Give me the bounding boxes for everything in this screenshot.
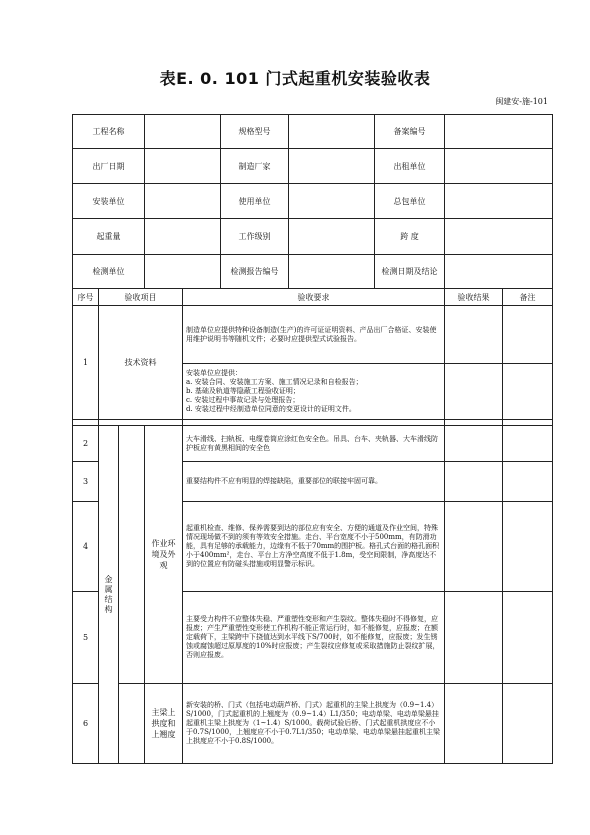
remark-cell[interactable]: [503, 364, 553, 420]
info-value[interactable]: [289, 219, 375, 255]
info-value[interactable]: [289, 149, 375, 184]
row-no: 1: [73, 306, 99, 420]
result-cell[interactable]: [445, 502, 503, 592]
row-requirement: [183, 306, 445, 364]
row-no: 3: [73, 462, 99, 502]
info-label: 出租单位: [375, 149, 445, 184]
row-requirement: 重要结构件不应有明显的焊接缺陷，重要部位的联接牢固可靠。: [183, 462, 445, 502]
info-label: 工作级别: [221, 219, 289, 255]
header-result: 验收结果: [445, 289, 503, 306]
info-label: 制造厂家: [221, 149, 289, 184]
acceptance-table: [72, 114, 553, 764]
requirement-line: a. 安装合同、安装施工方案、施工情况记录和自检报告；: [186, 378, 363, 386]
row-item: 主梁上拱度和上翘度: [145, 684, 183, 764]
remark-cell[interactable]: [503, 306, 553, 364]
info-value[interactable]: [445, 149, 553, 184]
info-value[interactable]: [145, 115, 221, 149]
sub-spacer: [119, 684, 145, 764]
table-row: [73, 306, 553, 364]
result-cell[interactable]: [445, 592, 503, 684]
remark-cell[interactable]: [503, 502, 553, 592]
page-title: 表E. 0. 101 门式起重机安装验收表: [159, 69, 431, 88]
info-value[interactable]: [289, 115, 375, 149]
info-value[interactable]: [145, 255, 221, 289]
info-label: 使用单位: [221, 184, 289, 219]
info-row: [73, 184, 553, 219]
requirement-text: 制造单位应提供特种设备制造(生产)的许可证证明资料、产品出厂合格证、安装使用维护说明书等随机文件；必要时应提供型式试验报告。: [186, 325, 437, 343]
result-cell[interactable]: [445, 684, 503, 764]
info-label: 规格型号: [221, 115, 289, 149]
row-no: 5: [73, 592, 99, 684]
info-label: 检测单位: [73, 255, 145, 289]
form-code: 闽建安-施-101: [495, 97, 548, 106]
header-no: 序号: [73, 289, 99, 306]
info-label: 总包单位: [375, 184, 445, 219]
info-label: 备案编号: [375, 115, 445, 149]
table-row: [73, 426, 553, 462]
table-row: [73, 684, 553, 764]
info-row: [73, 149, 553, 184]
info-row: [73, 255, 553, 289]
requirement-line: 安装单位应提供：: [186, 369, 242, 377]
requirement-line: c. 安装过程中事故记录与处理报告；: [186, 396, 300, 404]
row-no: 6: [73, 684, 99, 764]
row-item: 技术资料: [99, 306, 183, 420]
info-label: 跨 度: [375, 219, 445, 255]
remark-cell[interactable]: [503, 592, 553, 684]
row-no: 4: [73, 502, 99, 592]
result-cell[interactable]: [445, 306, 503, 364]
info-value[interactable]: [145, 184, 221, 219]
row-requirement: 大车滑线、扫轨板、电缆卷筒应涂红色安全色。吊具、台车、夹轨器、大车滑线防护板应有黄黑相间的安全色: [183, 426, 445, 462]
header-item: 验收项目: [99, 289, 183, 306]
info-label: 检测日期及结论: [375, 255, 445, 289]
info-value[interactable]: [145, 219, 221, 255]
group-label: 金属结构: [99, 426, 119, 764]
remark-cell[interactable]: [503, 684, 553, 764]
row-no: 2: [73, 426, 99, 462]
info-value[interactable]: [289, 255, 375, 289]
info-label: 出厂日期: [73, 149, 145, 184]
sub-spacer: [119, 426, 145, 684]
row-requirement: 新安装的桥、门式（包括电动葫芦桥、门式）起重机的主梁上拱度为（0.9~1.4）S/1000，门式起重机的上翘度为（0.9~1.4）L1/350；电动单梁、电动单梁悬挂起重机主梁上拱度为（1~1.4）S/1000。载荷试验后桥、门式起重机拱度应不小于0.7S/1000，上翘度应不小于0.7L1/350；电动单梁、电动单梁悬挂起重机主梁上拱度应不小于0.8S/1000。: [183, 684, 445, 764]
remark-cell[interactable]: [503, 462, 553, 502]
info-value[interactable]: [289, 184, 375, 219]
info-label: 安装单位: [73, 184, 145, 219]
row-requirement: 主要受力构件不应整体失稳、严重塑性变形和产生裂纹。整体失稳时不得修复，应报废；产生严重塑性变形使工作机构不能正常运行时，如不能修复，应报废；在额定载荷下，主梁跨中下挠值达到水平线下S/700时，如不能修复，应报废；发生锈蚀或腐蚀超过原厚度的10%时应报废；产生裂纹应修复或采取措施防止裂纹扩展，否则应报废。: [183, 592, 445, 684]
row-requirement: 起重机检查、维修、保养需要到达的部位应有安全、方便的通道及作业空间，特殊情况现场做不到的须有等效安全措施。走台、平台宽度不小于500mm，有防滑功能，具有足够的承载能力，边缘有不低于70mm的围护板。格孔式台面的格孔面积小于400mm²，走台、平台上方净空高度不低于1.8m，受空间限制，净高度达不到的位置应有防碰头措施或明显警示标识。: [183, 502, 445, 592]
info-value[interactable]: [145, 149, 221, 184]
info-label: 工程名称: [73, 115, 145, 149]
table-header: [73, 289, 553, 306]
info-label: 起重量: [73, 219, 145, 255]
remark-cell[interactable]: [503, 426, 553, 462]
requirement-line: b. 基础及轨道等隐蔽工程验收证明；: [186, 387, 300, 395]
info-row: [73, 115, 553, 149]
header-requirement: 验收要求: [183, 289, 445, 306]
result-cell[interactable]: [445, 426, 503, 462]
row-item: 作业环境及外观: [145, 426, 183, 684]
info-row: [73, 219, 553, 255]
info-value[interactable]: [445, 184, 553, 219]
info-label: 检测报告编号: [221, 255, 289, 289]
info-value[interactable]: [445, 115, 553, 149]
info-value[interactable]: [445, 219, 553, 255]
header-remark: 备注: [503, 289, 553, 306]
result-cell[interactable]: [445, 364, 503, 420]
row-requirement: [183, 364, 445, 420]
result-cell[interactable]: [445, 462, 503, 502]
requirement-line: d. 安装过程中经制造单位同意的变更设计的证明文件。: [186, 405, 356, 413]
info-value[interactable]: [445, 255, 553, 289]
